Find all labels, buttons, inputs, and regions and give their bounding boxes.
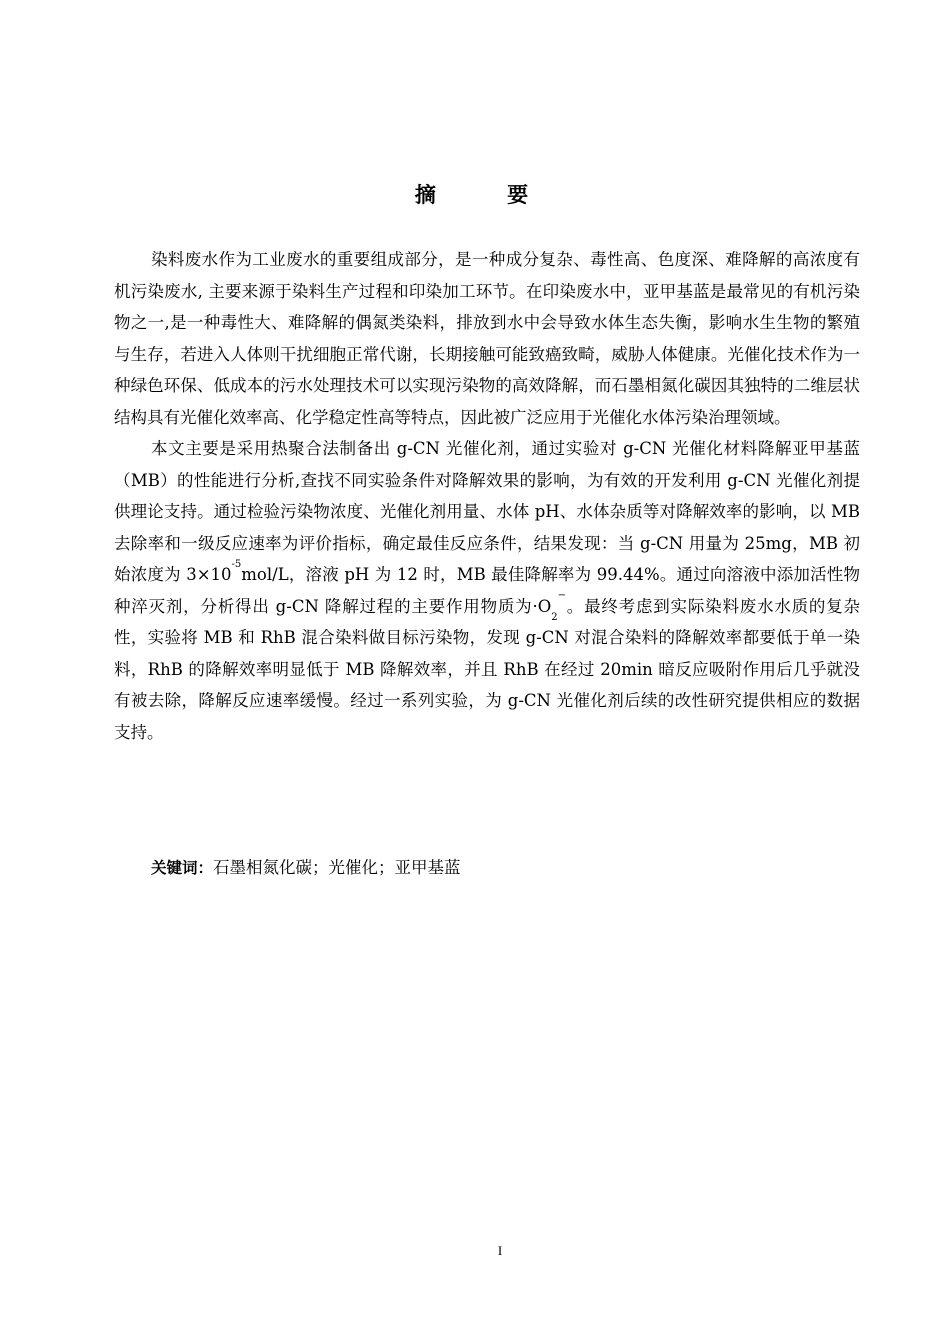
exponent: -5 bbox=[231, 558, 242, 570]
abstract-body bbox=[114, 244, 860, 748]
keywords-label: 关键词： bbox=[151, 859, 214, 877]
paragraph-2-part-3: 。最终考虑到实际染料废水水质的复杂性，实验将 MB 和 RhB 混合染料做目标污染物，发现 g-CN 对混合染料的降解效率都要低于单一染料，RhB 的降解效率明显低于 MB 降解效率，并且 RhB 在经过 20min 暗反应吸附作用后几乎就没有被去除，降解反应速率缓慢。经过一系列实验，为 g-CN 光催化剂后续的改性研究提供相应的数据支持。 bbox=[114, 596, 861, 742]
page-number: I bbox=[497, 1243, 503, 1258]
subscript: 2 bbox=[551, 611, 558, 623]
keywords-value: 石墨相氮化碳；光催化；亚甲基蓝 bbox=[213, 858, 461, 877]
abstract-paragraph-2 bbox=[114, 433, 860, 748]
abstract-paragraph-1: 染料废水作为工业废水的重要组成部分，是一种成分复杂、毒性高、色度深、难降解的高浓度有机污染废水, 主要来源于染料生产过程和印染加工环节。在印染废水中，亚甲基蓝是最常见的有机污染物之一,是一种毒性大、难降解的偶氮类染料，排放到水中会导致水体生态失衡，影响水生生物的繁殖与生存，若进入人体则干扰细胞正常代谢，长期接触可能致癌致畸，威胁人体健康。光催化技术作为一种绿色环保、低成本的污水处理技术可以实现污染物的高效降解，而石墨相氮化碳因其独特的二维层状结构具有光催化效率高、化学稳定性高等特点，因此被广泛应用于光催化水体污染治理领域。 bbox=[114, 250, 860, 427]
superscript-charge: − bbox=[557, 590, 566, 601]
keywords-line bbox=[151, 852, 461, 885]
page-title: 摘 要 bbox=[414, 182, 561, 207]
paragraph-2-part-1: 本文主要是采用热聚合法制备出 g-CN 光催化剂，通过实验对 g-CN 光催化材料降解亚甲基蓝（MB）的性能进行分析,查找不同实验条件对降解效果的影响，为有效的开发利用 g-CN 光催化剂提供理论支持。通过检验污染物浓度、光催化剂用量、水体 pH、水体杂质等对降解效率的影响，以 MB 去除率和一级反应速率为评价指标，确定最佳反应条件，结果发现：当 g-CN 用量为 25mg，MB 初始浓度为 3×10 bbox=[114, 439, 860, 584]
paragraph-2-part-2: mol/L，溶液 pH 为 12 时，MB 最佳降解率为 99.44%。通过向溶液中添加活性物种淬灭剂，分析得出 g-CN 降解过程的主要作用物质为·O bbox=[114, 565, 860, 616]
